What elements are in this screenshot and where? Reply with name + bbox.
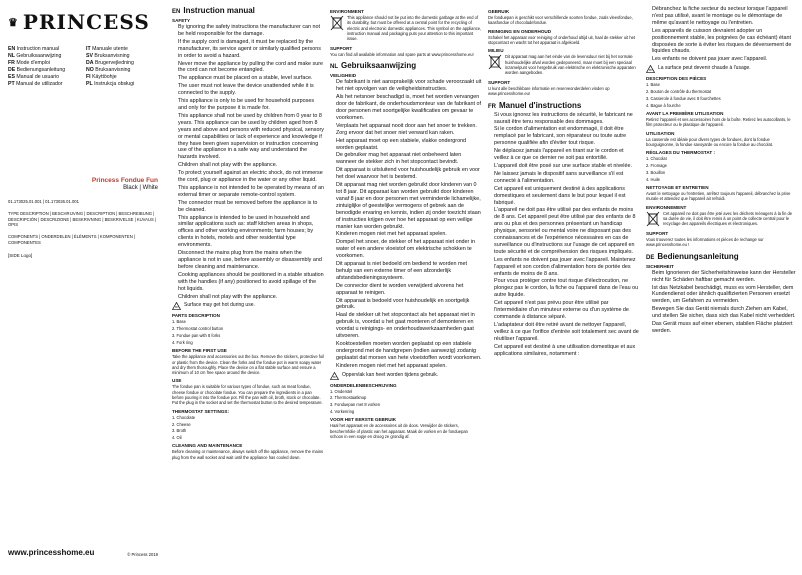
crown-icon: ♛ [8,15,19,29]
copyright-date: © Princess 2019 [127,552,158,557]
environment-text: Cet appareil ne doit pas être jeté avec les déchets ménagers à la fin de sa durée de vie, il doit être remis à un point de collecte central pour le recyclage des appareils électriques et électroniques. [663,210,793,227]
use-text: La casserole est idéale pour divers types de fondues, dont la fondue bourguignonne, la fondue savoyarde ou encore la fondue au chocolat. [646,136,774,147]
safety-list [646,6,796,63]
list-item: • Dompel het snoer, de stekker of het apparaat niet onder in water of een andere vloeistof om elektrische schokken te voorkomen. [336,239,482,260]
cleaning-heading: NETTOYAGE ET ENTRETIEN [646,185,709,190]
product-subtitle: Black | White [123,185,158,192]
language-item: SV Bruksanvisning [86,53,130,59]
parts-list: 1. Base 2. Bouton de contrôle du thermostat 3. Casserole à fondue avec 8 fourchettes 4. Bague à fourche [646,82,721,108]
safety-list [330,79,482,369]
use-text: De fonduepan is geschikt voor verschillende soorten fondue, zoals vleesfondue, kaasfondue of chocoladefondue. [488,15,633,26]
list-item: • De gebruiker mag het apparaat niet onbeheerd laten wanneer de stekker zich in het stopcontact bevindt. [336,152,482,166]
website-link[interactable]: www.princesshome.eu [8,548,95,557]
thermostat-list: 1. Chocolat 2. Fromage 3. Bouillon 4. Huile [646,156,667,182]
environment-block [488,54,640,77]
cover-column [8,6,158,569]
list-item: • Pour vous protéger contre tout risque d'électrocution, ne plongez pas le cordon, la fiche ou l'appareil dans de l'eau ou autre liquide. [494,278,640,299]
list-item: • Never move the appliance by pulling the cord and make sure the cord can not become entangled. [178,61,324,75]
list-item: • Débranchez la fiche secteur du secteur lorsque l'appareil n'est pas utilisé, avant le montage ou le démontage de même qu'avant le nettoyage ou l'entretien. [652,6,796,27]
section-heading-fr: FR Manuel d'instructions [488,100,582,110]
parts-list: 1. Base 2. Thermostat control button 3. Fondue pan with 8 forks 4. Fork ring [172,319,224,345]
language-item: FR Mode d'emploi [8,60,50,66]
section-heading-en: EN Instruction manual [172,6,255,15]
safety-heading: SICHERHEIT [646,263,674,269]
parts-heading: PARTS DESCRIPTION [172,313,220,319]
list-item: • Ne déplacez jamais l'appareil en tirant sur le cordon et veillez à ce que ce dernier ne soit pas entortillé. [494,148,640,162]
list-item: • Haal de stekker uit het stopcontact als het apparaat niet in gebruik is, voordat u het gaat monteren of demonteren en voordat u reinigings- en onderhoudswerkzaamheden gaat uitvoeren. [336,312,482,340]
language-item: NO Bruksanvisning [86,67,131,73]
support-heading: SUPPORT [646,231,669,237]
cleaning-text: Schakel het apparaat voor reiniging of onderhoud altijd uit, haal de stekker uit het stopcontact en wacht tot het apparaat is afgekoeld. [488,34,636,45]
list-item: • If the supply cord is damaged, it must be replaced by the manufacturer, its service agent or similarly qualified persons in order to avoid a hazard. [178,39,324,60]
parts-heading: DESCRIPTION DES PIÈCES [646,76,707,82]
recycle-bin-icon [488,54,502,70]
support-heading: SUPPORT [488,80,511,85]
list-item: • De fabrikant is niet aansprakelijk voor schade veroorzaakt uit het niet opvolgen van de veiligheidsinstructies. [336,79,482,93]
safety-list [488,112,640,358]
use-heading: UTILISATION [646,130,675,136]
list-item: • L'adaptateur doit être retiré avant de nettoyer l'appareil, veillez à ce que l'orifice d'entrée soit totalement sec avant de réutiliser l'appareil. [494,322,640,343]
support-text: You can find all available information and spare parts at www.princesshome.eu! [330,52,474,58]
before-first-use-heading: VOOR HET EERSTE GEBRUIK [330,417,397,423]
use-text: The fondue pan is suitable for various types of fondue, such as meat fondue, cheese fondue or chocolate fondue. You can prepare the ingredients in a pan before pouring it into the fondue pot. Fill the pan with oil, broth, stock or chocolate. Put the plug in the socket and set the thermostat button to the desired temperature. [172,384,323,406]
english-dutch-column [330,6,482,569]
components-label: COMPONENTS | ONDERDELEN | ÉLÉMENTS | KOMPONENTEN | COMPONENTES [8,233,135,245]
list-item: • Les appareils de cuisson devraient adopter un positionnement stable, les poignées (le cas échéant) étant disposées de sorte à éviter les risques de déversement de liquides chauds. [652,28,796,56]
list-item: • Kinderen mogen niet met het apparaat spelen. [336,231,482,238]
list-item: • Dit apparaat is niet bedoeld om bediend te worden met behulp van een externe timer of een afzonderlijk afstandsbedieningssysteem. [336,261,482,282]
list-item: • This appliance is only to be used for household purposes and only for the purpose it is made for. [178,98,324,112]
language-list [8,46,158,87]
language-item: NL Gebruiksaanwijzing [8,53,62,59]
thermostat-heading: RÉGLAGES DU THERMOSTAT : [646,150,715,156]
before-first-use-text: Haal het apparaat en de accessoires uit de doos. Verwijder de stickers, beschermfolie of plastic van het apparaat. Maak de vorken en de fonduepan schoon in een sopje en droog ze grondig af. [330,423,468,439]
list-item: • Dit apparaat mag niet worden gebruikt door kinderen van 0 tot 8 jaar. Dit apparaat kan worden gebruikt door kinderen vanaf 8 jaar en door personen met verminderde lichamelijke, zintuiglijke of geestelijke vermogens of gebrek aan de benodigde ervaring en kennis, indien zij onder toezicht staan of instructies krijgen over hoe het apparaat op een veilige manier kan worden gebruikt. [336,182,482,230]
cleaning-text: Before cleaning or maintenance, always switch off the appliance, remove the mains plug from the wall socket and wait until the appliance has cooled down. [172,449,324,460]
list-item: • This appliance is not intended to be operated by means of an external timer or separate remote-control system. [178,185,324,199]
cleaning-heading: REINIGING EN ONDERHOUD [488,28,552,34]
hot-surface-icon [646,65,655,73]
list-item: • Das Gerät muss auf einer ebenen, stabilen Fläche platziert werden. [652,321,796,335]
list-item: • L'appareil ne doit pas être utilisé par des enfants de moins de 8 ans. Cet appareil peut être utilisé par des enfants de 8 ans ou plus et des personnes présentant un handicap physique, sensoriel ou mental voire ne disposant pas des connaissances et de l'expérience nécessaires en cas de surveillance ou d'instructions sur l'usage de cet appareil en toute sécurité et de compréhension des risques impliqués. [494,207,640,255]
list-item: • De connector dient te worden verwijderd alvorens het apparaat te reinigen. [336,283,482,297]
brand-logo [8,10,158,34]
list-item: • Disconnect the mains plug from the mains when the appliance is not in use, before assembly or disassembly and before cleaning and maintenance. [178,250,324,271]
cleaning-text: Avant le nettoyage ou l'entretien, arrêtez toujours l'appareil, débranchez la prise murale et attendez que l'appareil ait refroidi. [646,191,791,202]
safety-list [172,24,324,300]
list-item: • L'appareil doit être posé sur une surface stable et nivelée. [494,163,640,170]
list-item: • Als het netsnoer beschadigd is, moet het worden vervangen door de fabrikant, de onderhoudsmonteur van de fabrikant of door personen met soortgelijke kwalificaties om gevaar te voorkomen. [336,94,482,122]
list-item: • Si le cordon d'alimentation est endommagé, il doit être remplacé par le fabricant, son réparateur ou toute autre personne qualifiée afin d'éviter tout risque. [494,126,640,147]
list-item: • By ignoring the safety instructions the manufacturer can not be held responsible for the damage. [178,24,324,38]
language-item: PL Instrukcja obsługi [86,81,135,87]
list-item: • Cooking appliances should be positioned in a stable situation with the handles (if any) positioned to avoid spillage of the hot liquids. [178,272,324,293]
thermostat-heading: THERMOSTAT SETTINGS: [172,408,229,414]
list-item: • Kooktoestellen moeten worden geplaatst op een stabiele ondergrond met de handgrepen (indien aanwezig) zodanig geplaatst dat morsen van hete vloeistoffen wordt voorkomen. [336,341,482,362]
environment-heading: ENVIRONNEMENT [646,204,687,210]
section-heading-nl: NL Gebruiksaanwijzing [330,61,417,71]
list-item: • Cet appareil est uniquement destiné à des applications domestiques et seulement dans le but pour lequel il est fabriqué. [494,186,640,207]
thermostat-list: 1. Chocolate 2. Cheese 3. Broth 4. Oil [172,414,195,441]
list-item: • Ne laissez jamais le dispositif sans surveillance s'il est connecté à l'alimentation. [494,171,640,185]
safety-heading: VEILIGHEID [330,73,357,79]
environment-text: Dit apparaat mag aan het einde van de levensduur niet bij het normale huishoudelijke afval worden gedeponeerd, maar moet bij een speciaal inzamelpunt voor hergebruik van elektrische en elektronische apparaten worden aangeboden. [505,54,636,76]
support-text: Vous trouverez toutes les informations et pièces de rechange sur www.princesshome.eu ! [646,237,764,248]
before-first-use-text: Take the appliance and accessories out the box. Remove the stickers, protective foil or plastic from the device. Clean the forks and the fondue pot in warm soapy water and dry them thoroughly. Place the device on a flat stable surface and ensure a minimum of 10 cm free space around the device. [172,354,324,376]
list-item: • The appliance must be placed on a stable, level surface. [178,75,324,82]
parts-heading: ONDERDELENBESCHRIJVING [330,382,397,388]
language-item: DE Bedienungsanleitung [8,67,66,73]
list-item: • Verplaats het apparaat nooit door aan het snoer te trekken. Zorg ervoor dat het snoer niet verward kan raken. [336,123,482,137]
list-item: • This appliance is intended to be used in household and similar applications such as: staff kitchen areas in shops, offices and other working environments; farm houses; by clients in hotels, motels and other residential type environments. [178,215,324,250]
before-first-use-heading: AVANT LA PREMIÈRE UTILISATION [646,111,724,116]
environment-block [330,15,482,43]
list-item: • Ist das Netzkabel beschädigt, muss es vom Hersteller, dem Kundendienst oder ähnlich qualifizierten Personen ersetzt werden, um Gefahren zu vermeiden. [652,285,796,306]
support-heading: SUPPORT [330,46,353,52]
support-text: U kunt alle beschikbare informatie en reserveonderdelen vinden op www.princesshome.eu! [488,86,610,97]
list-item: • Cet appareil est destiné à une utilisation domestique et aux applications similaires, notamment : [494,344,640,358]
english-column [172,6,324,569]
list-item: • Het apparaat moet op een stabiele, vlakke ondergrond worden geplaatst. [336,138,482,152]
product-code: 01.173025.01.001 | 01.173026.01.001 [8,199,79,205]
list-item: • Children shall not play with the appliance. [178,162,324,169]
use-heading: GEBRUIK [488,9,510,14]
before-first-use-text: Retirez l'appareil et ses accessoires hors de la boîte. Retirez les autocollants, le film protecteur ou le plastique de l'appareil. [646,117,791,128]
product-info [8,177,158,193]
list-item: • This appliance shall not be used by children from 0 year to 8 years. This appliance can be used by children aged from 8 years and above and persons with reduced physical, sensory or mental capabilities or lack of experience and knowledge if they have been given supervision or instruction concerning use of the appliance in a safe way and understand the hazards involved. [178,113,324,161]
use-heading: USE [172,378,182,384]
list-item: • To protect yourself against an electric shock, do not immerse the cord, plug or appliance in the water or any other liquid. [178,170,324,184]
french-german-column [646,6,796,569]
language-item: IT Manuale utente [86,46,128,52]
environment-block [646,211,796,228]
product-title: Princess Fondue Fun [91,177,158,184]
list-item: • Dit apparaat is bedoeld voor huishoudelijk en soortgelijk gebruik. [336,298,482,312]
section-heading-de: DE Bedienungsanleitung [646,251,739,261]
environment-text: This appliance should not be put into the domestic garbage at the end of its durability, but must be offered at a central point for the recycling of electric and electronic domestic appliances. This symbol on the appliance, instruction manual and packaging puts your attention to this important issue. [347,15,482,42]
dutch-french-column [488,6,640,569]
list-item: • Beim Ignorieren der Sicherheitshinweise kann der Hersteller nicht für Schäden haftbar gemacht werden. [652,270,796,284]
hot-surface-icon [172,302,181,310]
list-item: • The user must not leave the device unattended while it is connected to the supply. [178,83,324,97]
safety-list [646,270,796,335]
hot-surface-warning: La surface peut devenir chaude à l'usage. [646,65,796,73]
hot-surface-warning: Oppervlak kan heet worden tijdens gebruik. [330,372,482,380]
language-item: PT Manual de utilizador [8,81,63,87]
list-item: • The connector must be removed before the appliance is to be cleaned. [178,200,324,214]
type-description-label: TYPE DESCRIPTION | BESCHRIJVING | DESCRIPTION | BESCHREIBUNG | DESCRIPCIÓN | DESCRIZIONE | BESKRIVNING | BESKRIVELSE | KUVAUS | OPIS [8,210,157,228]
before-first-use-heading: BEFORE THE FIRST USE [172,348,227,354]
list-item: • Les enfants ne doivent pas jouer avec l'appareil. Maintenez l'appareil et son cordon d'alimentation hors de portée des enfants de moins de 8 ans. [494,257,640,278]
hot-surface-icon [330,372,339,380]
safety-heading: SAFETY [172,18,191,23]
list-item: • Children shall not play with the appliance. [178,294,324,301]
list-item: • Les enfants ne doivent pas jouer avec l'appareil. [652,56,796,63]
language-item: ES Manual de usuario [8,74,60,80]
brand-name: PRINCESS [22,10,150,34]
recycle-bin-icon [330,15,344,31]
image-label: [SIDE Logo] [8,253,33,259]
list-item: • Bewegen Sie das Gerät niemals durch Ziehen am Kabel, und stellen Sie sicher, dass sich das Kabel nicht verheddert. [652,306,796,320]
cleaning-heading: CLEANING AND MAINTENANCE [172,443,243,449]
language-item: DA Brugervejledning [86,60,134,66]
environment-heading: MILIEU [488,48,504,54]
list-item: • Cet appareil n'est pas prévu pour être utilisé par l'intermédiaire d'un minuteur externe ou d'un système de commande à distance séparé. [494,300,640,321]
list-item: • Si vous ignorez les instructions de sécurité, le fabricant ne saurait être tenu responsable des dommages. [494,112,640,126]
environment-heading: ENVIRONMENT [330,9,364,14]
recycle-bin-icon [646,211,660,227]
list-item: • Dit apparaat is uitsluitend voor huishoudelijk gebruik en voor het doel waarvoor het is bestemd. [336,167,482,181]
list-item: • Kinderen mogen niet met het apparaat spelen. [336,363,482,370]
parts-list: 1. Onderstel 2. Thermostaatknop 3. Fonduepan met 8 vorken 4. Vorkenring [330,388,381,415]
hot-surface-warning: Surface may get hot during use. [172,302,324,310]
language-item: FI Käyttöohje [86,74,117,80]
language-item: EN Instruction manual [8,46,60,52]
